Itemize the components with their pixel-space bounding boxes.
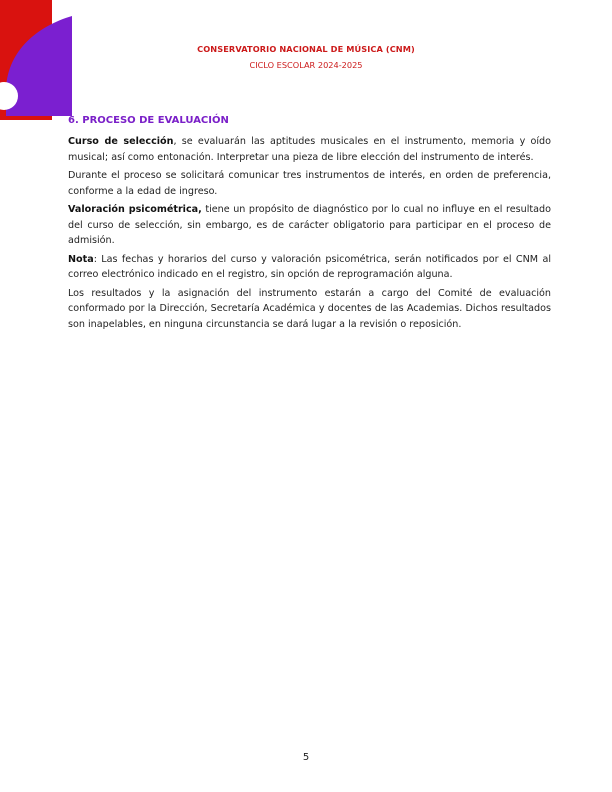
paragraph-note <box>68 252 551 283</box>
paragraph-text: , se evaluarán las aptitudes musicales en el instrumento, memoria y oído musical; así como entonación. Interpretar una pieza de libre elección del instrumento de interés. <box>68 136 551 163</box>
paragraph-selection-course <box>68 134 551 165</box>
paragraph-text: Durante el proceso se solicitará comunicar tres instrumentos de interés, en orden de preferencia, conforme a la edad de ingreso. <box>68 170 551 197</box>
paragraph-text: : Las fechas y horarios del curso y valoración psicométrica, serán notificados por el CNM al correo electrónico indicado en el registro, sin opción de reprogramación alguna. <box>68 253 551 280</box>
paragraph-lead: Valoración psicométrica, <box>68 204 202 215</box>
paragraph-lead: Curso de selección <box>68 136 174 147</box>
paragraph-psychometric <box>68 202 551 249</box>
paragraph-instruments <box>68 168 551 199</box>
paragraph-results <box>68 286 551 333</box>
paragraph-text: tiene un propósito de diagnóstico por lo cual no influye en el resultado del curso de selección, sin embargo, es de carácter obligatorio para participar en el proceso de admisión. <box>68 204 551 246</box>
evaluation-section <box>68 114 551 335</box>
paragraph-text: Los resultados y la asignación del instrumento estarán a cargo del Comité de evaluación conformado por la Dirección, Secretaría Académica y docentes de las Academias. Dichos resultados son inapelables, en ninguna circunstancia se dará lugar a la revisión o reposición. <box>68 287 551 330</box>
paragraph-lead: Nota <box>68 253 94 265</box>
document-header <box>0 42 612 72</box>
school-cycle: CICLO ESCOLAR 2024-2025 <box>249 60 363 70</box>
organization-name: CONSERVATORIO NACIONAL DE MÚSICA (CNM) <box>197 44 415 54</box>
page-number: 5 <box>302 752 310 763</box>
section-title: 6. PROCESO DE EVALUACIÓN <box>68 115 229 126</box>
